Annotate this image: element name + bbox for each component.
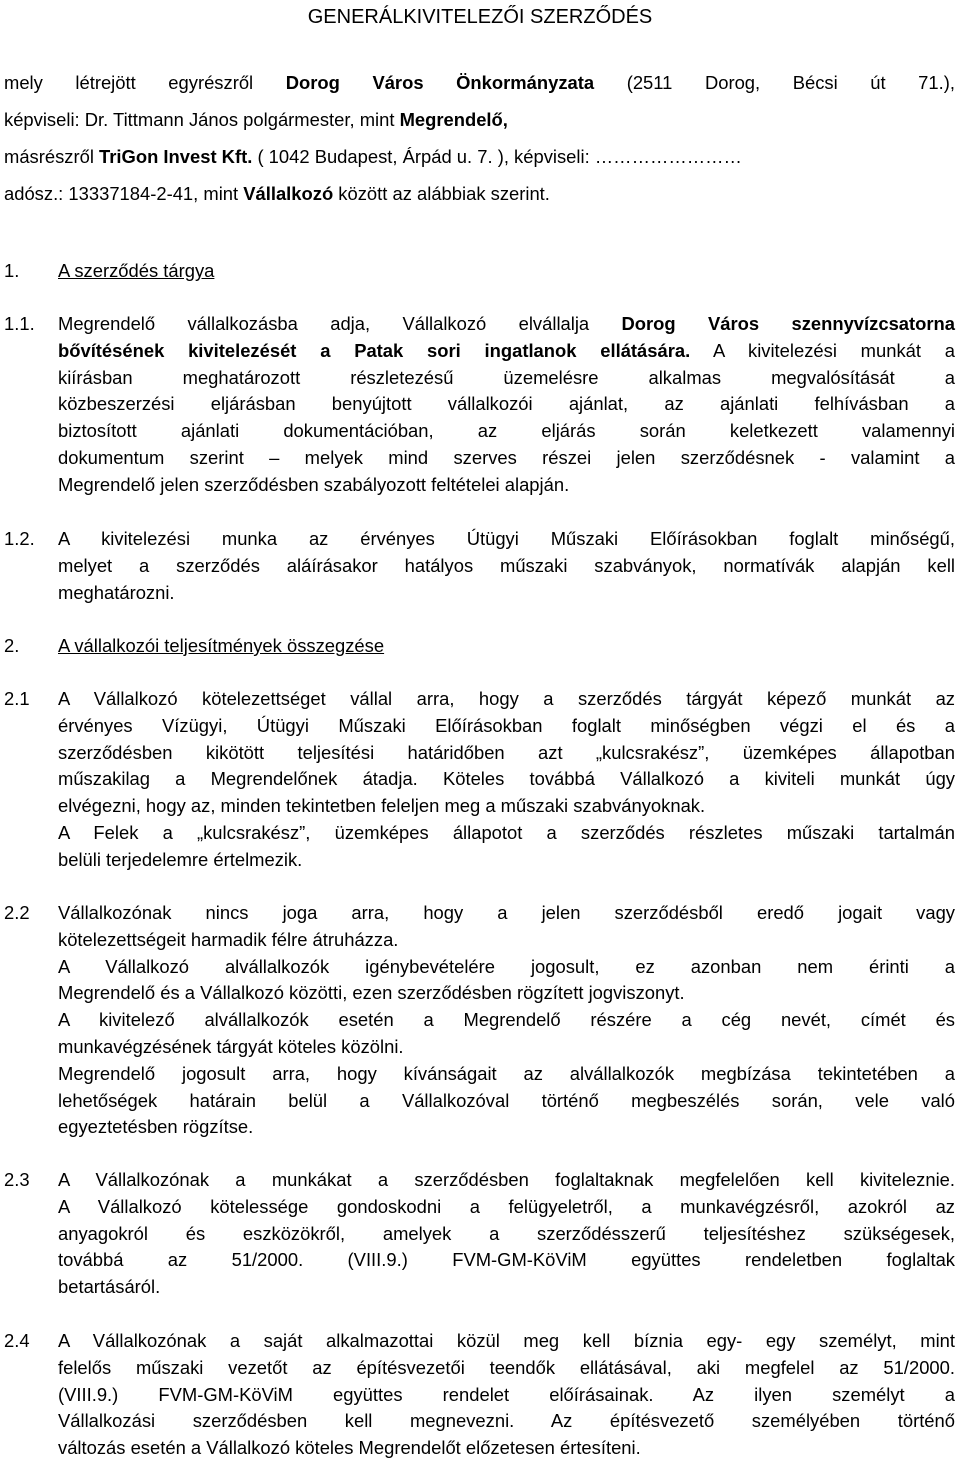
text-run: közbeszerzési eljárásban benyújtott vállalkozói ajánlat, az ajánlati felhívásban a — [58, 393, 955, 414]
paragraph-text — [58, 1114, 955, 1140]
paragraph-line — [0, 1408, 960, 1434]
paragraph-text — [58, 311, 955, 337]
paragraph-line — [0, 740, 960, 766]
paragraph-text — [58, 927, 955, 953]
paragraph-line — [0, 311, 960, 337]
paragraph-line — [0, 1328, 960, 1354]
paragraph-text — [58, 900, 955, 926]
paragraph-text — [58, 980, 955, 1006]
paragraph-text — [58, 766, 955, 792]
text-run: érvényes Vízügyi, Útügyi Műszaki Előírásokban foglalt minőségben végzi el és a — [58, 715, 955, 736]
paragraph-line — [0, 1382, 960, 1408]
paragraph-line — [0, 418, 960, 444]
paragraph-text — [58, 1194, 955, 1220]
preamble-line — [0, 107, 960, 133]
text-run: anyagokról és eszközökről, amelyek a szerződésszerű teljesítéshez szükségesek, — [58, 1223, 955, 1244]
paragraph-text — [58, 1328, 955, 1354]
text-run: képviseli: Dr. Tittmann János polgármester, mint — [4, 109, 400, 130]
paragraph-line — [0, 900, 960, 926]
text-run: A kivitelező alvállalkozók esetén a Megrendelő részére a cég nevét, címét és — [58, 1009, 955, 1030]
paragraph-text — [58, 713, 955, 739]
paragraph-number: 2.4 — [4, 1330, 30, 1351]
paragraph-line — [0, 1274, 960, 1300]
text-run: A Felek a „kulcsrakész”, üzemképes állapotot a szerződés részletes műszaki tartalmán — [58, 822, 955, 843]
paragraph-line — [0, 1247, 960, 1273]
text-run: műszakilag a Megrendelőnek átadja. Köteles továbbá Vállalkozó a kiviteli munkát úgy — [58, 768, 955, 789]
paragraph-text — [58, 1408, 955, 1434]
paragraph-line — [0, 338, 960, 364]
text-run: mely létrejött egyrészről — [4, 72, 286, 93]
text-run: bővítésének kivitelezését a Patak sori ingatlanok ellátására. — [58, 340, 691, 361]
paragraph-line — [0, 553, 960, 579]
paragraph-line — [0, 526, 960, 552]
paragraph-text — [58, 740, 955, 766]
section-heading — [0, 258, 960, 284]
paragraph-line — [0, 1061, 960, 1087]
paragraph-text — [58, 1034, 955, 1060]
text-run: TriGon Invest Kft. — [99, 146, 253, 167]
paragraph-number: 1.2. — [4, 528, 35, 549]
paragraph-number: 1.1. — [4, 313, 35, 334]
paragraph-line — [0, 954, 960, 980]
paragraph-text — [58, 553, 955, 579]
text-run: (2511 Dorog, Bécsi út 71.), — [594, 72, 955, 93]
paragraph-text — [58, 1274, 955, 1300]
paragraph-line — [0, 766, 960, 792]
text-run: A Vállalkozó kötelezettséget vállal arra, hogy a szerződés tárgyát képező munkát az — [58, 688, 955, 709]
text-run: Megrendelő jelen szerződésben szabályozott feltételei alapján. — [58, 474, 570, 495]
preamble-text — [4, 107, 955, 133]
paragraph-line — [0, 1114, 960, 1140]
text-run: Megrendelő, — [399, 109, 508, 130]
text-run: kiírásban meghatározott részletezésű üzemelésre alkalmas megvalósítását a — [58, 367, 955, 388]
paragraph-text — [58, 580, 955, 606]
paragraph-text — [58, 1355, 955, 1381]
paragraph-line — [0, 1007, 960, 1033]
paragraph-text — [58, 1167, 955, 1193]
paragraph-line — [0, 1167, 960, 1193]
paragraph-text — [58, 472, 955, 498]
text-run: A Vállalkozó alvállalkozók igénybevételére jogosult, ez azonban nem érinti a — [58, 956, 955, 977]
paragraph-text — [58, 1088, 955, 1114]
paragraph-text — [58, 365, 955, 391]
section-heading-text: A vállalkozói teljesítmények összegzése — [58, 635, 385, 656]
text-run: Dorog Város szennyvízcsatorna — [621, 313, 956, 334]
paragraph-text — [58, 391, 955, 417]
paragraph-line — [0, 445, 960, 471]
text-run: másrészről — [4, 146, 100, 167]
text-run: Vállalkozónak nincs joga arra, hogy a jelen szerződésből eredő jogait vagy — [58, 902, 955, 923]
text-run: Dorog Város Önkormányzata — [285, 72, 595, 93]
text-run: melyet a szerződés aláírásakor hatályos műszaki szabványok, normatívák alapján kell — [58, 555, 955, 576]
paragraph-line — [0, 580, 960, 606]
preamble-line — [0, 181, 960, 207]
text-run: A kivitelezési munkát a — [690, 340, 955, 361]
paragraph-line — [0, 1435, 960, 1461]
document-title: GENERÁLKIVITELEZŐI SZERZŐDÉS — [307, 6, 653, 28]
paragraph-text — [58, 1247, 955, 1273]
section-number: 1. — [4, 260, 20, 281]
text-run: szerződésben kikötött teljesítési határidőben azt „kulcsrakész”, üzemképes állapotban — [58, 742, 955, 763]
text-run: továbbá az 51/2000. (VIII.9.) FVM-GM-KöViM együttes rendeletben foglaltak — [58, 1249, 955, 1270]
paragraph-text — [58, 445, 955, 471]
preamble-text — [4, 181, 955, 207]
preamble-text — [4, 144, 955, 170]
paragraph-line — [0, 1034, 960, 1060]
paragraph-text — [58, 1221, 955, 1247]
paragraph-line — [0, 1355, 960, 1381]
text-run: lehetőségek határain belül a Vállalkozóval történő megbeszélés során, vele való — [58, 1090, 955, 1111]
text-run: Megrendelő és a Vállalkozó közötti, ezen szerződésben rögzített jogviszonyt. — [58, 982, 685, 1003]
text-run: A kivitelezési munka az érvényes Útügyi Műszaki Előírásokban foglalt minőségű, — [58, 528, 955, 549]
text-run: dokumentum szerint – melyek mind szerves részei jelen szerződésnek - valamint a — [58, 447, 955, 468]
text-run: között az alábbiak szerint. — [333, 183, 550, 204]
text-run: A Vállalkozónak a saját alkalmazottai közül meg kell bíznia egy- egy személyt, mint — [58, 1330, 955, 1351]
paragraph-line — [0, 820, 960, 846]
text-run: betartásáról. — [58, 1276, 161, 1297]
paragraph-text — [58, 418, 955, 444]
paragraph-line — [0, 1088, 960, 1114]
paragraph-text — [58, 820, 955, 846]
paragraph-text — [58, 686, 955, 712]
text-run: biztosított ajánlati dokumentációban, az eljárás során keletkezett valamennyi — [58, 420, 955, 441]
text-run: kötelezettségeit harmadik félre átruházza. — [58, 929, 399, 950]
text-run: A Vállalkozónak a munkákat a szerződésben foglaltaknak megfelelően kell kiviteleznie. — [58, 1169, 955, 1190]
paragraph-line — [0, 793, 960, 819]
paragraph-number: 2.2 — [4, 902, 30, 923]
text-run: Vállalkozó — [243, 183, 334, 204]
text-run: egyeztetésben rögzítse. — [58, 1116, 254, 1137]
text-run: munkavégzésének tárgyát köteles közölni. — [58, 1036, 404, 1057]
text-run: meghatározni. — [58, 582, 175, 603]
text-run: felelős műszaki vezetőt az építésvezetői teendők ellátásával, aki megfelel az 51/2000. — [58, 1357, 955, 1378]
text-run: ( 1042 Budapest, Árpád u. 7. ), képviseli: …………………… — [252, 146, 742, 167]
section-number: 2. — [4, 635, 20, 656]
paragraph-line — [0, 927, 960, 953]
paragraph-line — [0, 713, 960, 739]
section-heading-text: A szerződés tárgya — [58, 260, 215, 281]
text-run: adósz.: 13337184-2-41, mint — [4, 183, 244, 204]
paragraph-text — [58, 1382, 955, 1408]
paragraph-text — [58, 1007, 955, 1033]
paragraph-line — [0, 1221, 960, 1247]
paragraph-text — [58, 1435, 955, 1461]
paragraph-text — [58, 847, 955, 873]
paragraph-text — [58, 338, 955, 364]
preamble-line — [0, 70, 960, 96]
text-run: (VIII.9.) FVM-GM-KöViM együttes rendelet előírásainak. Az ilyen személyt a — [58, 1384, 955, 1405]
text-run: A Vállalkozó kötelessége gondoskodni a felügyeletről, a munkavégzésről, azokról az — [58, 1196, 955, 1217]
text-run: elvégezni, hogy az, minden tekintetben feleljen meg a műszaki szabványoknak. — [58, 795, 706, 816]
paragraph-line — [0, 365, 960, 391]
paragraph-text — [58, 793, 955, 819]
paragraph-number: 2.3 — [4, 1169, 30, 1190]
paragraph-text — [58, 1061, 955, 1087]
paragraph-text — [58, 526, 955, 552]
preamble-text — [4, 70, 955, 96]
text-run: változás esetén a Vállalkozó köteles Megrendelőt előzetesen értesíteni. — [58, 1437, 641, 1458]
paragraph-line — [0, 391, 960, 417]
paragraph-line — [0, 1194, 960, 1220]
paragraph-number: 2.1 — [4, 688, 30, 709]
text-run: Megrendelő vállalkozásba adja, Vállalkozó elvállalja — [58, 313, 622, 334]
text-run: Vállalkozási szerződésben kell megnevezni. Az építésvezető személyében történő — [58, 1410, 955, 1431]
paragraph-line — [0, 847, 960, 873]
paragraph-line — [0, 980, 960, 1006]
paragraph-line — [0, 472, 960, 498]
text-run: Megrendelő jogosult arra, hogy kívánságait az alvállalkozók megbízása tekintetében a — [58, 1063, 955, 1084]
section-heading — [0, 633, 960, 659]
paragraph-text — [58, 954, 955, 980]
preamble-line — [0, 144, 960, 170]
paragraph-line — [0, 686, 960, 712]
text-run: belüli terjedelemre értelmezik. — [58, 849, 303, 870]
